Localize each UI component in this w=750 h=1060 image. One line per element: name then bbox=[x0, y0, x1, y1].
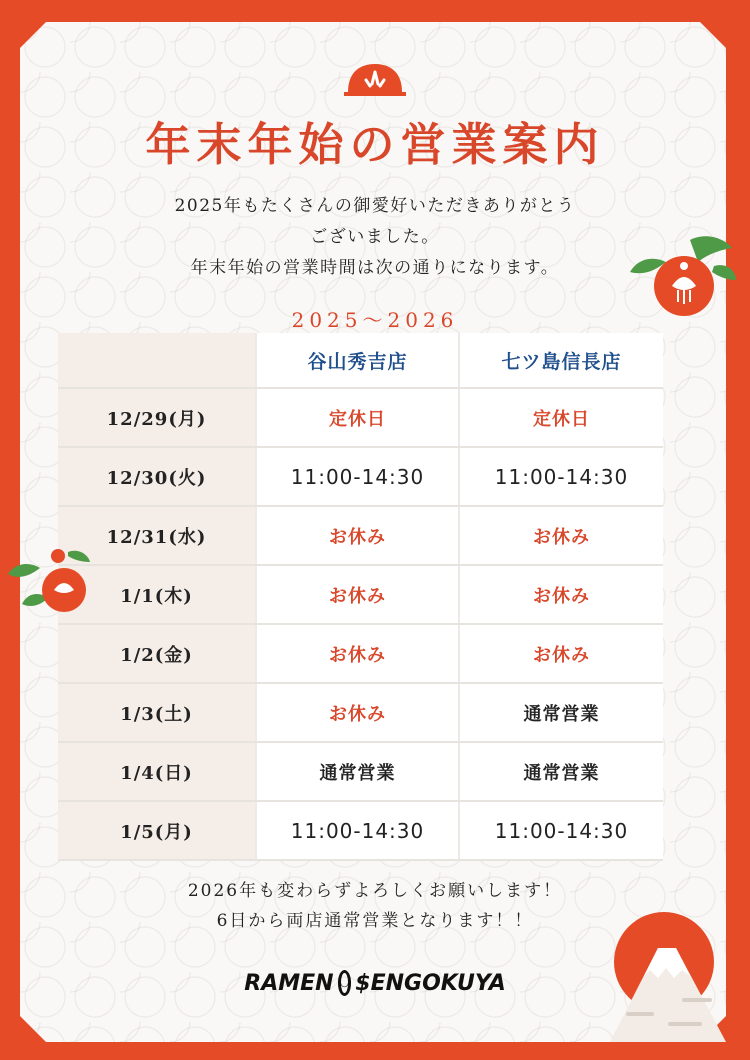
nanatsujima-status: 通常営業 bbox=[459, 683, 663, 742]
table-row bbox=[58, 506, 663, 565]
row-date: 12/31(水) bbox=[58, 506, 256, 565]
intro-line-3: 年末年始の営業時間は次の通りになります。 bbox=[190, 258, 560, 278]
intro-line-2: ございました。 bbox=[310, 227, 440, 247]
row-date: 1/5(月) bbox=[58, 801, 256, 860]
row-date: 1/3(土) bbox=[58, 683, 256, 742]
row-date: 12/29(月) bbox=[58, 388, 256, 447]
plum-blossom-icon bbox=[344, 62, 406, 96]
row-date: 12/30(火) bbox=[58, 447, 256, 506]
table-row bbox=[58, 683, 663, 742]
intro-line-1: 2025年もたくさんの御愛好いただきありがとう bbox=[174, 196, 576, 216]
table-header-row bbox=[58, 333, 663, 388]
table-row bbox=[58, 565, 663, 624]
row-date: 1/1(木) bbox=[58, 565, 256, 624]
nanatsujima-status: 通常営業 bbox=[459, 742, 663, 801]
taniyama-status: 11:00-14:30 bbox=[256, 447, 459, 506]
table-row bbox=[58, 742, 663, 801]
row-date: 1/4(日) bbox=[58, 742, 256, 801]
table-row bbox=[58, 801, 663, 860]
taniyama-status: お休み bbox=[256, 565, 459, 624]
ramen-bowl-icon: ◡ bbox=[338, 970, 352, 996]
table-row bbox=[58, 447, 663, 506]
row-date: 1/2(金) bbox=[58, 624, 256, 683]
nanatsujima-status: 11:00-14:30 bbox=[459, 801, 663, 860]
closing-line-1: 2026年も変わらずよろしくお願いします！ bbox=[187, 881, 563, 901]
taniyama-status: お休み bbox=[256, 506, 459, 565]
year-range: 2025～2026 bbox=[291, 308, 459, 332]
nanatsujima-status: お休み bbox=[459, 506, 663, 565]
nanatsujima-status: お休み bbox=[459, 565, 663, 624]
header-store-taniyama: 谷山秀吉店 bbox=[256, 333, 459, 388]
camellia-icon bbox=[8, 546, 94, 618]
nanatsujima-status: 11:00-14:30 bbox=[459, 447, 663, 506]
nanatsujima-status: お休み bbox=[459, 624, 663, 683]
hours-table bbox=[58, 333, 663, 861]
closing-line-2: 6日から両店通常営業となります！！ bbox=[216, 911, 534, 931]
nanatsujima-status: 定休日 bbox=[459, 388, 663, 447]
taniyama-status: 定休日 bbox=[256, 388, 459, 447]
logo-text-right: $ENGOKUYA bbox=[355, 970, 506, 996]
table-row bbox=[58, 624, 663, 683]
mount-fuji-icon bbox=[600, 904, 726, 1042]
page-title: 年末年始の営業案内 bbox=[145, 118, 605, 171]
header-store-nanatsujima: 七ツ島信長店 bbox=[459, 333, 663, 388]
logo-text-left: RAMEN bbox=[244, 970, 334, 996]
header-blank bbox=[58, 333, 256, 388]
table-row bbox=[58, 388, 663, 447]
taniyama-status: 11:00-14:30 bbox=[256, 801, 459, 860]
taniyama-status: お休み bbox=[256, 624, 459, 683]
taniyama-status: 通常営業 bbox=[256, 742, 459, 801]
taniyama-status: お休み bbox=[256, 683, 459, 742]
brand-logo bbox=[244, 963, 506, 1003]
